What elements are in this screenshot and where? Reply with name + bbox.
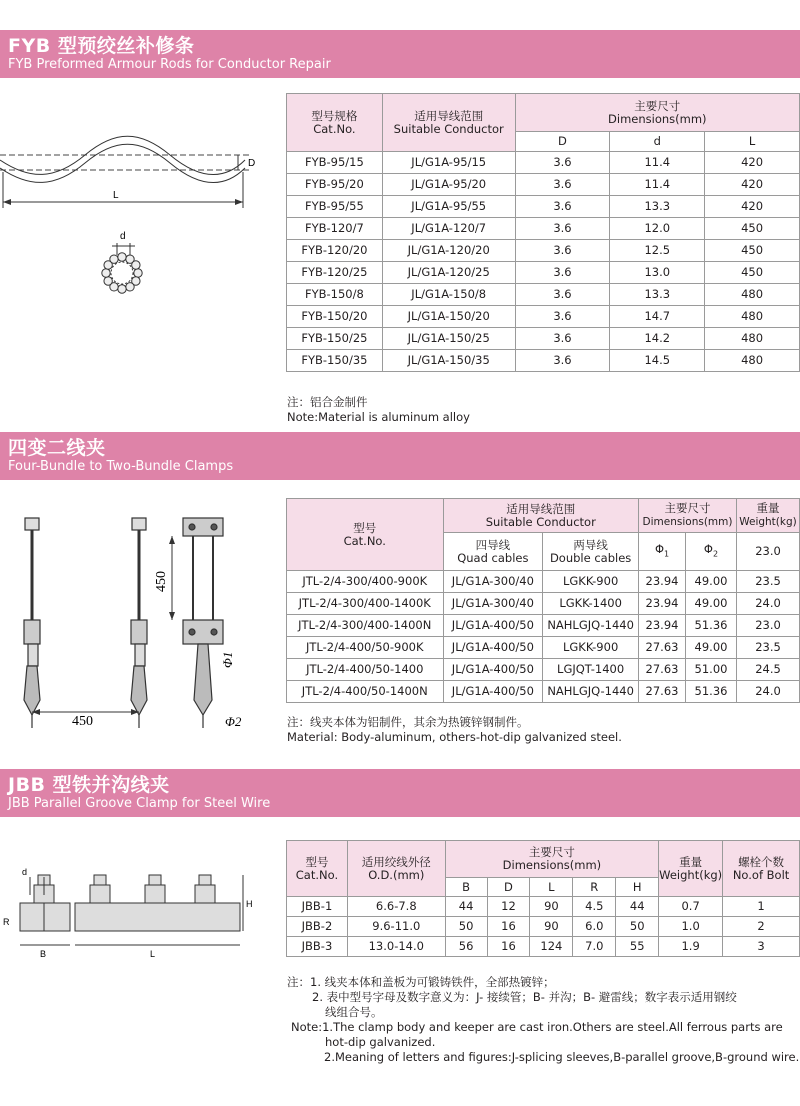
- table-cell: 480: [705, 350, 800, 372]
- table-cell: 3.6: [515, 196, 610, 218]
- table-cell: 480: [705, 328, 800, 350]
- table-cell: NAHLGJQ-1440: [543, 681, 639, 703]
- table-cell: 3.6: [515, 262, 610, 284]
- table-cell: FYB-120/7: [287, 218, 383, 240]
- table-cell: JL/G1A-95/55: [382, 196, 515, 218]
- rod-cross-section: [102, 253, 142, 293]
- table-cell: 3.6: [515, 152, 610, 174]
- col-header-H: H: [616, 878, 659, 897]
- table-cell: JL/G1A-150/8: [382, 284, 515, 306]
- table-cell: 0.7: [659, 897, 723, 917]
- table-cell: FYB-120/20: [287, 240, 383, 262]
- table-cell: JL/G1A-150/35: [382, 350, 515, 372]
- note-cn-2: 2. 表中型号字母及数字意义为：J- 接续管；B- 并沟；B- 避雷线；数字表示适用钢绞: [312, 990, 737, 1004]
- table-cell: 3.6: [515, 218, 610, 240]
- table-cell: 2: [723, 917, 800, 937]
- section-title-en: Four-Bundle to Two-Bundle Clamps: [8, 459, 234, 474]
- table-cell: 55: [616, 937, 659, 957]
- table-cell: 13.0-14.0: [347, 937, 445, 957]
- table-cell: 3.6: [515, 284, 610, 306]
- table-cell: 90: [530, 917, 573, 937]
- table-row: [287, 659, 800, 681]
- table-cell: 16: [487, 937, 530, 957]
- table-cell: FYB-95/55: [287, 196, 383, 218]
- table-cell: 14.7: [610, 306, 705, 328]
- table-cell: 14.2: [610, 328, 705, 350]
- table-cell: FYB-150/20: [287, 306, 383, 328]
- col-header-bolt: 螺栓个数 No.of Bolt: [723, 841, 800, 897]
- table-cell: 12: [487, 897, 530, 917]
- table-cell: 12.0: [610, 218, 705, 240]
- col-header-suitable: 适用导线范围 Suitable Conductor: [382, 94, 515, 152]
- label-d: d: [22, 867, 28, 877]
- table-row: [287, 917, 800, 937]
- col-header-R: R: [573, 878, 616, 897]
- table-row: [287, 218, 800, 240]
- col-header-model: 型号 Cat.No.: [287, 499, 444, 571]
- table-cell: 51.00: [686, 659, 737, 681]
- table-row: [287, 306, 800, 328]
- section-title-en: JBB Parallel Groove Clamp for Steel Wire: [8, 796, 271, 811]
- table-cell: JL/G1A-150/25: [382, 328, 515, 350]
- table-cell: JTL-2/4-400/50-900K: [287, 637, 444, 659]
- table-row: [287, 328, 800, 350]
- table-cell: 51.36: [686, 681, 737, 703]
- table-cell: 49.00: [686, 637, 737, 659]
- table-cell: 3.6: [515, 350, 610, 372]
- label-D: D: [248, 158, 256, 169]
- table-cell: 23.94: [639, 571, 686, 593]
- table-cell: JTL-2/4-400/50-1400: [287, 659, 444, 681]
- table-cell: JL/G1A-300/40: [443, 593, 543, 615]
- note-en: Material: Body-aluminum, others-hot-dip galvanized steel.: [287, 730, 622, 744]
- table-cell: 51.36: [686, 615, 737, 637]
- col-header-B: B: [445, 878, 487, 897]
- table-row: [287, 174, 800, 196]
- table-row: [287, 196, 800, 218]
- table-cell: NAHLGJQ-1440: [543, 615, 639, 637]
- table-cell: JL/G1A-95/15: [382, 152, 515, 174]
- note-cn: 注：线夹本体为铝制件，其余为热镀锌钢制件。: [287, 715, 529, 729]
- section-title-cn: FYB 型预绞丝补修条: [8, 35, 195, 57]
- label-B: B: [40, 949, 47, 959]
- table-cell: 23.94: [639, 593, 686, 615]
- table-cell: 13.3: [610, 284, 705, 306]
- table-cell: 24.5: [736, 659, 799, 681]
- table-row: [287, 571, 800, 593]
- table-cell: 450: [705, 218, 800, 240]
- section-header-jbb: [0, 769, 800, 817]
- table-cell: JBB-3: [287, 937, 348, 957]
- col-header-dimensions: 主要尺寸 Dimensions(mm): [445, 841, 659, 878]
- table-row: [287, 937, 800, 957]
- section-header-fyb: [0, 30, 800, 78]
- dim-450-vertical: 450: [154, 571, 169, 592]
- col-header-L: L: [705, 132, 800, 152]
- table-cell: 450: [705, 262, 800, 284]
- table-cell: 49.00: [686, 593, 737, 615]
- table-cell: 480: [705, 306, 800, 328]
- table-row: [287, 615, 800, 637]
- jbb-notes: [287, 975, 800, 1065]
- table-cell: 13.3: [610, 196, 705, 218]
- section-title-en: FYB Preformed Armour Rods for Conductor Repair: [8, 57, 331, 72]
- table-cell: 420: [705, 174, 800, 196]
- note-en-3: 2.Meaning of letters and figures:J-splicing sleeves,B-parallel groove,B-ground wire.: [324, 1050, 800, 1064]
- table-cell: LGKK-1400: [543, 593, 639, 615]
- table-cell: LGKK-900: [543, 637, 639, 659]
- table-cell: 3.6: [515, 174, 610, 196]
- table-row: [287, 637, 800, 659]
- table-cell: JL/G1A-95/20: [382, 174, 515, 196]
- col-header-quad: 四导线 Quad cables: [443, 533, 543, 571]
- table-cell: JL/G1A-120/25: [382, 262, 515, 284]
- table-cell: JL/G1A-300/40: [443, 571, 543, 593]
- table-cell: 23.94: [639, 615, 686, 637]
- table-row: [287, 152, 800, 174]
- table-cell: JL/G1A-120/7: [382, 218, 515, 240]
- table-cell: 1.9: [659, 937, 723, 957]
- col-header-d: d: [610, 132, 705, 152]
- table-cell: JL/G1A-400/50: [443, 659, 543, 681]
- table-cell: FYB-150/35: [287, 350, 383, 372]
- table-cell: LGKK-900: [543, 571, 639, 593]
- note-en-1: Note:1.The clamp body and keeper are cast iron.Others are steel.All ferrous parts are: [291, 1020, 783, 1034]
- col-header-phi2: $\Phi_2$: [686, 533, 737, 571]
- table-cell: 44: [616, 897, 659, 917]
- table-row: [287, 262, 800, 284]
- fyb-armour-rod-drawing: [0, 80, 275, 380]
- table-cell: FYB-95/15: [287, 152, 383, 174]
- table-cell: 27.63: [639, 681, 686, 703]
- table-cell: FYB-120/25: [287, 262, 383, 284]
- table-cell: 6.6-7.8: [347, 897, 445, 917]
- section-title-cn: JBB 型铁并沟线夹: [8, 774, 170, 796]
- table-cell: JBB-2: [287, 917, 348, 937]
- table-cell: 16: [487, 917, 530, 937]
- table-cell: 23.5: [736, 571, 799, 593]
- col-header-D: D: [515, 132, 610, 152]
- fyb-spec-table: [286, 93, 800, 372]
- col-header-L: L: [530, 878, 573, 897]
- table-cell: 27.63: [639, 659, 686, 681]
- label-d: d: [120, 231, 126, 242]
- table-cell: 23.5: [736, 637, 799, 659]
- fyb-note: [287, 395, 470, 425]
- label-L: L: [150, 949, 156, 959]
- label-R: R: [3, 917, 10, 927]
- note-cn: 注：铝合金制件: [287, 395, 368, 409]
- table-cell: 450: [705, 240, 800, 262]
- table-cell: 1.0: [659, 917, 723, 937]
- table-cell: JBB-1: [287, 897, 348, 917]
- table-cell: 44: [445, 897, 487, 917]
- col-header-model: 型号规格 Cat.No.: [287, 94, 383, 152]
- table-cell: 24.0: [736, 681, 799, 703]
- note-en-2: hot-dip galvanized.: [325, 1035, 436, 1049]
- table-cell: 420: [705, 196, 800, 218]
- table-cell: 50: [445, 917, 487, 937]
- table-cell: FYB-95/20: [287, 174, 383, 196]
- table-cell: LGJQT-1400: [543, 659, 639, 681]
- table-cell: 13.0: [610, 262, 705, 284]
- dim-phi2: Φ2: [225, 714, 242, 729]
- col-header-suitable: 适用导线范围 Suitable Conductor: [443, 499, 639, 533]
- table-row: [287, 593, 800, 615]
- jtl-spec-table: [286, 498, 800, 703]
- col-header-double: 两导线 Double cables: [543, 533, 639, 571]
- col-header-model: 型号 Cat.No.: [287, 841, 348, 897]
- table-row: [287, 350, 800, 372]
- label-L: L: [113, 190, 119, 201]
- jbb-spec-table: [286, 840, 800, 957]
- table-cell: 480: [705, 284, 800, 306]
- table-cell: JL/G1A-400/50: [443, 681, 543, 703]
- dim-450-horizontal: 450: [72, 714, 93, 729]
- col-header-dimensions: 主要尺寸 Dimensions(mm): [639, 499, 737, 533]
- table-cell: FYB-150/8: [287, 284, 383, 306]
- table-cell: JTL-2/4-300/400-900K: [287, 571, 444, 593]
- table-row: [287, 240, 800, 262]
- table-cell: FYB-150/25: [287, 328, 383, 350]
- table-cell: 90: [530, 897, 573, 917]
- table-cell: 6.0: [573, 917, 616, 937]
- note-en: Note:Material is aluminum alloy: [287, 410, 470, 424]
- jtl-note: [287, 715, 622, 745]
- table-cell: 23.0: [736, 615, 799, 637]
- dim-phi1: Φ1: [220, 651, 235, 668]
- table-cell: 11.4: [610, 152, 705, 174]
- section-header-jtl: [0, 432, 800, 480]
- col-header-od: 适用绞线外径 O.D.(mm): [347, 841, 445, 897]
- label-H: H: [246, 899, 253, 909]
- table-cell: 27.63: [639, 637, 686, 659]
- table-cell: JL/G1A-400/50: [443, 615, 543, 637]
- table-cell: 11.4: [610, 174, 705, 196]
- table-cell: 50: [616, 917, 659, 937]
- table-cell: JTL-2/4-300/400-1400N: [287, 615, 444, 637]
- col-header-D: D: [487, 878, 530, 897]
- weight-top-value: 23.0: [736, 533, 799, 571]
- table-cell: 420: [705, 152, 800, 174]
- table-cell: 49.00: [686, 571, 737, 593]
- table-cell: 3: [723, 937, 800, 957]
- table-cell: 4.5: [573, 897, 616, 917]
- table-cell: 3.6: [515, 328, 610, 350]
- table-cell: JTL-2/4-400/50-1400N: [287, 681, 444, 703]
- table-cell: 3.6: [515, 240, 610, 262]
- table-cell: 9.6-11.0: [347, 917, 445, 937]
- table-cell: 124: [530, 937, 573, 957]
- table-cell: 14.5: [610, 350, 705, 372]
- jtl-clamp-drawing: [0, 500, 280, 750]
- jbb-clamp-drawing: [0, 865, 260, 985]
- col-header-dimensions: 主要尺寸 Dimensions(mm): [515, 94, 799, 132]
- table-cell: 12.5: [610, 240, 705, 262]
- table-cell: 24.0: [736, 593, 799, 615]
- table-row: [287, 897, 800, 917]
- note-cn-3: 线组合号。: [325, 1005, 383, 1019]
- col-header-weight: 重量 Weight(kg): [736, 499, 799, 533]
- table-cell: 7.0: [573, 937, 616, 957]
- table-row: [287, 284, 800, 306]
- note-cn-1: 注：1. 线夹本体和盖板为可锻铸铁件，全部热镀锌；: [287, 975, 555, 989]
- table-cell: 56: [445, 937, 487, 957]
- col-header-weight: 重量 Weight(kg): [659, 841, 723, 897]
- table-cell: JL/G1A-120/20: [382, 240, 515, 262]
- table-cell: JTL-2/4-300/400-1400K: [287, 593, 444, 615]
- table-cell: 1: [723, 897, 800, 917]
- section-title-cn: 四变二线夹: [8, 437, 106, 459]
- table-cell: JL/G1A-150/20: [382, 306, 515, 328]
- table-row: [287, 681, 800, 703]
- table-cell: JL/G1A-400/50: [443, 637, 543, 659]
- col-header-phi1: $\Phi_1$: [639, 533, 686, 571]
- table-cell: 3.6: [515, 306, 610, 328]
